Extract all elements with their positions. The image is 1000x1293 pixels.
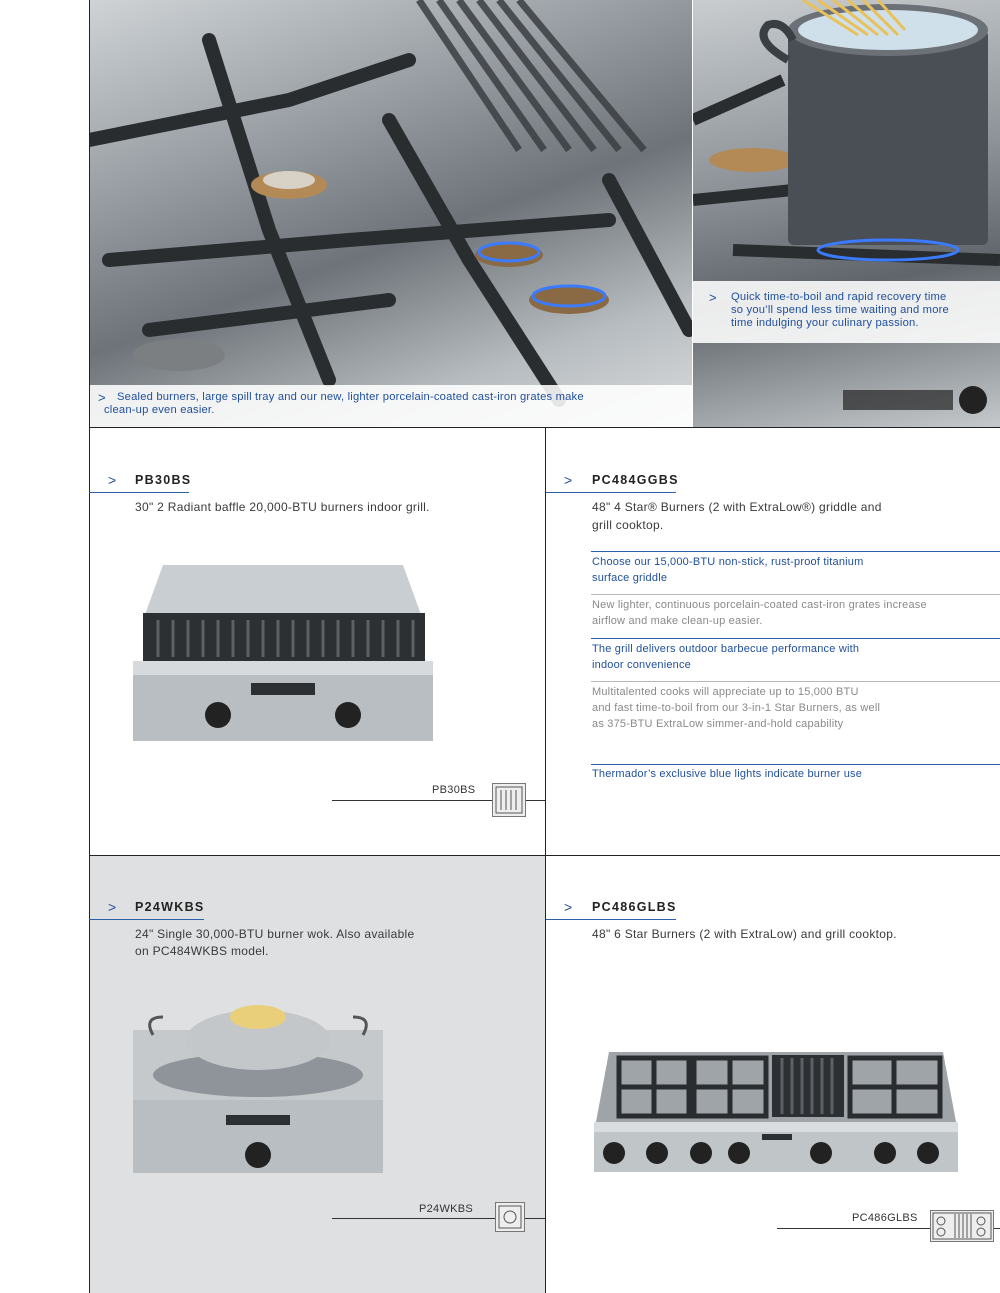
p24wkbs-label: P24WKBS xyxy=(419,1203,474,1215)
cooktop-burners-photo xyxy=(89,0,692,427)
pc484ggbs-description-line1: 48" 4 Star® Burners (2 with ExtraLow®) griddle and xyxy=(592,500,882,514)
top-divider xyxy=(89,427,1000,428)
caption-chevron: > xyxy=(709,290,717,305)
pot-photo-caption-line2: so you’ll spend less time waiting and more xyxy=(731,304,949,316)
section-chevron: > xyxy=(108,899,117,915)
feature-1-line1: Choose our 15,000-BTU non-stick, rust-proof titanium xyxy=(592,556,864,568)
pc484ggbs-description-line2: grill cooktop. xyxy=(592,518,664,532)
feature-4-line3: as 375-BTU ExtraLow simmer-and-hold capability xyxy=(592,718,844,730)
caption-chevron: > xyxy=(98,390,106,405)
main-photo-caption-line1: Sealed burners, large spill tray and our new, lighter porcelain-coated cast-iron grates make xyxy=(117,391,584,403)
pc484ggbs-title: PC484GGBS xyxy=(592,473,679,487)
main-photo-caption-line2: clean-up even easier. xyxy=(104,404,215,416)
pb30bs-label: PB30BS xyxy=(432,784,476,796)
p24wkbs-description-line1: 24" Single 30,000-BTU burner wok. Also available xyxy=(135,927,415,941)
pc486glbs-label: PC486GLBS xyxy=(852,1212,918,1224)
pc486glbs-thumbnail-icon xyxy=(930,1210,994,1242)
feature-rule xyxy=(591,551,1000,552)
p24wkbs-thumbnail-icon xyxy=(495,1202,525,1232)
pc486glbs-title: PC486GLBS xyxy=(592,900,677,914)
pb30bs-description: 30" 2 Radiant baffle 20,000-BTU burners indoor grill. xyxy=(135,500,430,514)
pot-photo-caption-line1: Quick time-to-boil and rapid recovery time xyxy=(731,291,947,303)
middle-divider xyxy=(89,855,1000,856)
left-border xyxy=(89,0,90,1293)
p24wkbs-title: P24WKBS xyxy=(135,900,205,914)
pc484ggbs-title-rule xyxy=(546,492,676,493)
section-chevron: > xyxy=(564,899,573,915)
feature-5-line1: Thermador’s exclusive blue lights indicate burner use xyxy=(592,768,863,780)
feature-3-line2: indoor convenience xyxy=(592,659,692,671)
feature-4-line1: Multitalented cooks will appreciate up to 15,000 BTU xyxy=(592,686,859,698)
feature-2-line1: New lighter, continuous porcelain-coated cast-iron grates increase xyxy=(592,599,927,611)
pb30bs-title-rule xyxy=(89,492,189,493)
pb30bs-grill-image xyxy=(133,565,433,741)
section-chevron: > xyxy=(108,472,117,488)
pb30bs-title: PB30BS xyxy=(135,473,192,487)
p24wkbs-title-rule xyxy=(89,919,204,920)
pc486glbs-description: 48" 6 Star Burners (2 with ExtraLow) and grill cooktop. xyxy=(592,927,897,941)
pc486glbs-cooktop-image xyxy=(594,1052,958,1172)
feature-rule xyxy=(591,681,1000,682)
feature-rule xyxy=(591,594,1000,595)
pot-photo-caption-line3: time indulging your culinary passion. xyxy=(731,317,919,329)
feature-4-line2: and fast time-to-boil from our 3-in-1 Star Burners, as well xyxy=(592,702,881,714)
feature-rule xyxy=(591,764,1000,765)
feature-3-line1: The grill delivers outdoor barbecue performance with xyxy=(592,643,860,655)
p24wkbs-description-line2: on PC484WKBS model. xyxy=(135,944,269,958)
section-chevron: > xyxy=(564,472,573,488)
feature-2-line2: airflow and make clean-up easier. xyxy=(592,615,763,627)
center-divider xyxy=(545,427,546,1293)
feature-rule xyxy=(591,638,1000,639)
pb30bs-thumbnail-icon xyxy=(492,783,526,817)
p24wkbs-wok-image xyxy=(133,995,383,1173)
boiling-pot-photo xyxy=(693,0,1000,427)
feature-1-line2: surface griddle xyxy=(592,572,668,584)
pc486glbs-title-rule xyxy=(546,919,676,920)
